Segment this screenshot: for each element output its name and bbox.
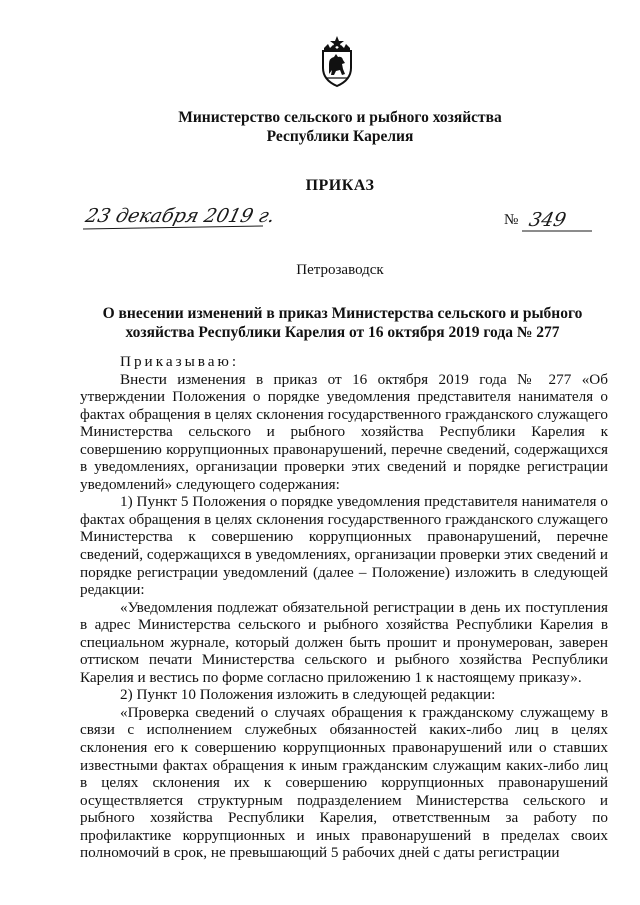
paragraph: «Проверка сведений о случаях обращения к гражданскому служащему в связи с исполнением служебных обязанностей каких-либо лиц в целях склонения его к совершению коррупционных правонарушений или о ставших известными фактах обращения к иным гражданским служащим каких-либо лиц в целях склонения их к совершению коррупционных правонарушений осуществляется структурным подразделением Министерства сельского и рыбного хозяйства Республики Карелия, ответственным за работу по профилактике коррупционных и иных правонарушений в пределах своих полномочий в срок, не превышающий 5 рабочих дней с даты регистрации [80, 703, 608, 862]
paragraph: 1) Пункт 5 Положения о порядке уведомления представителя нанимателя о фактах обращения в целях склонения государственного гражданского служащего Министерства к совершению коррупционных правонарушений, перечне сведений, содержащихся в уведомлениях, организации проверки этих сведений и порядке регистрации уведомлений (далее – Положение) изложить в следующей редакции: [80, 493, 608, 599]
paragraph: 2) Пункт 10 Положения изложить в следующей редакции: [120, 686, 496, 704]
ministry-name-line1: Министерство сельского и рыбного хозяйства [178, 109, 502, 126]
document-body [80, 353, 608, 862]
handwritten-number-text: 349 [527, 208, 569, 231]
order-word: Приказываю: [120, 353, 240, 370]
handwritten-date [83, 200, 283, 234]
document-heading-line1: О внесении изменений в приказ Министерства сельского и рыбного [102, 305, 583, 322]
karelia-coat-of-arms-icon [316, 34, 358, 88]
document-heading [80, 304, 605, 342]
order-title: ПРИКАЗ [305, 177, 375, 194]
handwritten-date-text: 23 декабря 2019 г. [83, 204, 278, 227]
handwritten-number [522, 208, 594, 236]
city-name: Петрозаводск [296, 262, 384, 278]
paragraph: Внести изменения в приказ от 16 октября 2019 года № 277 «Об утверждении Положения о порядке уведомления представителя нанимателя о фактах обращения в целях склонения государственного гражданского служащего Министерства сельского и рыбного хозяйства Республики Карелия к совершению коррупционных правонарушений, перечне сведений, содержащихся в уведомлениях, организации проверки этих сведений и порядке регистрации уведомлений» следующего содержания: [80, 370, 608, 493]
document-heading-line2: хозяйства Республики Карелия от 16 октября 2019 года № 277 [125, 324, 560, 341]
number-sign: № [504, 212, 519, 228]
paragraph: «Уведомления подлежат обязательной регистрации в день их поступления в адрес Министерства сельского и рыбного хозяйства Республики Карелия в специальном журнале, который должен быть прошит и пронумерован, заверен оттиском печати Министерства сельского и рыбного хозяйства Республики Карелия и вестись по форме согласно приложению 1 к настоящему приказу». [80, 598, 608, 686]
order-number [504, 208, 594, 236]
ministry-name [100, 108, 580, 146]
ministry-name-line2: Республики Карелия [266, 128, 414, 145]
